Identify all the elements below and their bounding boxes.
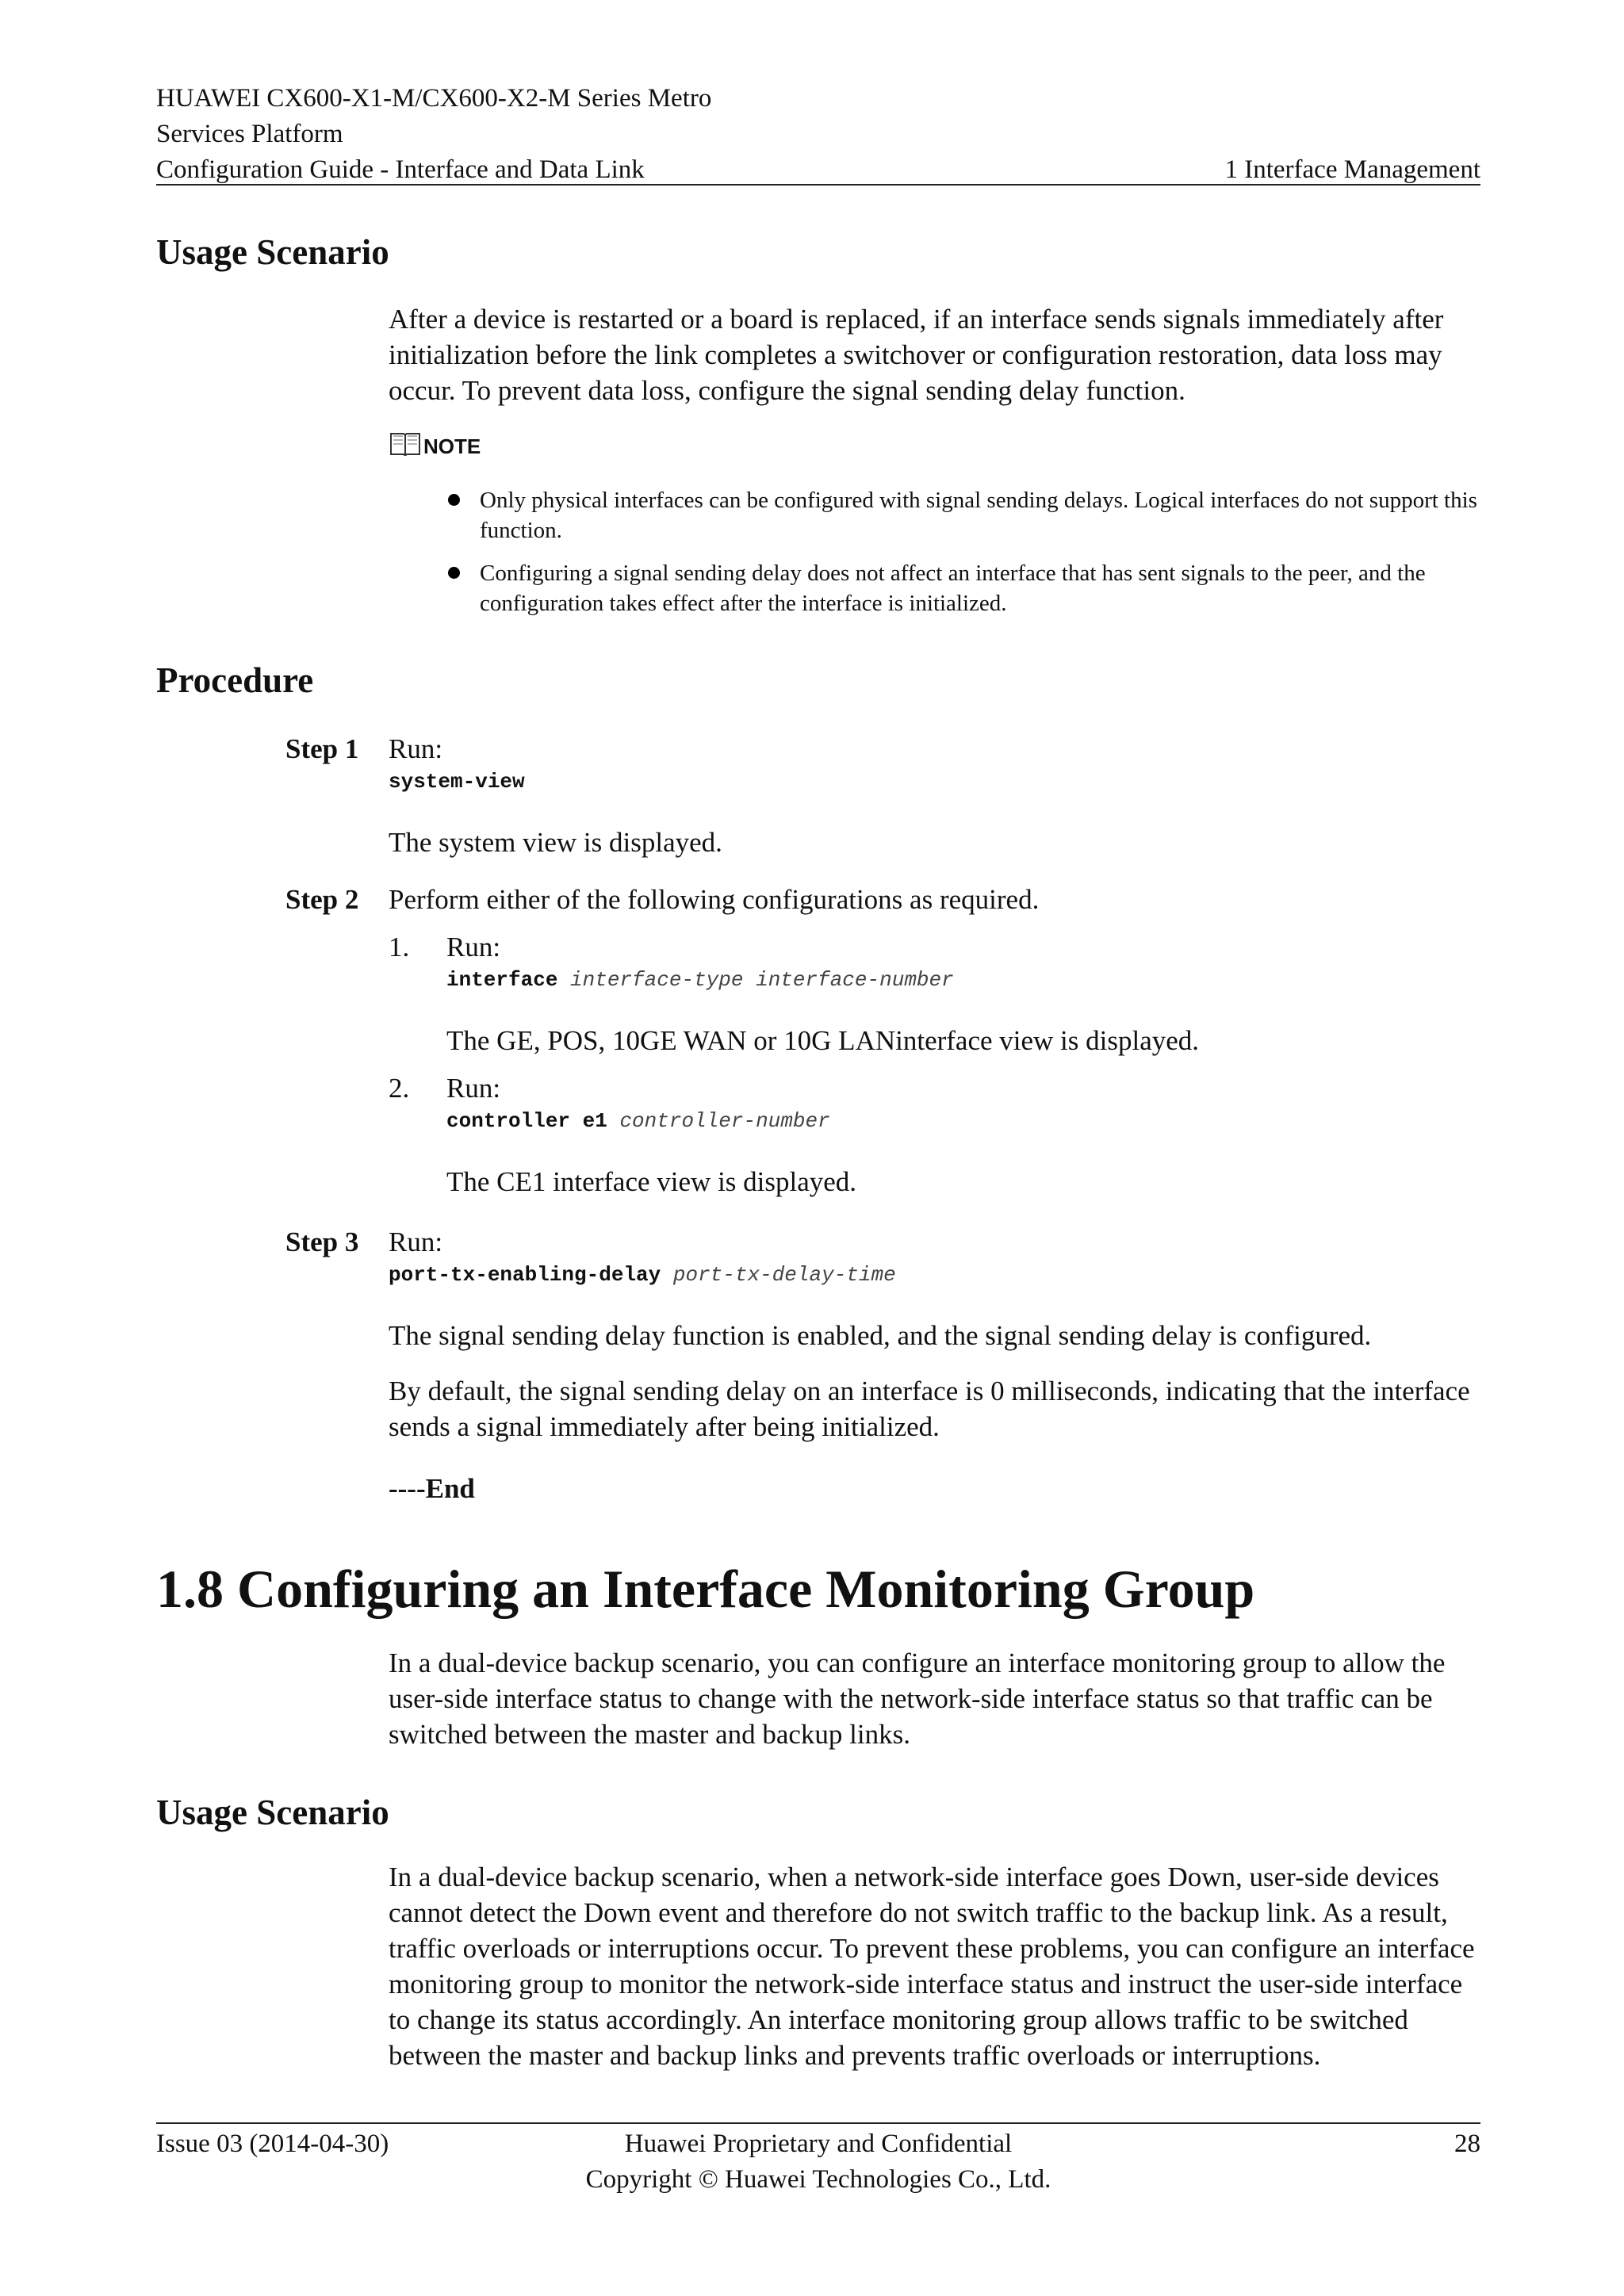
usage-scenario-heading: Usage Scenario bbox=[156, 232, 389, 272]
step1-command: system-view bbox=[389, 770, 525, 794]
step2-item1-number: 1. bbox=[389, 932, 410, 962]
note-label: NOTE bbox=[423, 434, 481, 458]
footer-confidential: Huawei Proprietary and Confidential bbox=[624, 2130, 1013, 2158]
step2-item1-description: The GE, POS, 10GE WAN or 10G LANinterface view is displayed. bbox=[446, 1025, 1200, 1056]
usage-scenario-paragraph-2: In a dual-device backup scenario, when a network-side interface goes Down, user-side devices cannot detect the Down event and therefore do not switch traffic to the backup link. As a result, traffic overloads or interruptions occur. To prevent these problems, you can configure an interface monitoring group to monitor the network-side interface status and instruct the user-side interface to change its status accordingly. An interface monitoring group allows traffic to be switched between the master and backup links and prevents traffic overloads or interruptions. bbox=[389, 1862, 1475, 2071]
step1-run: Run: bbox=[389, 733, 443, 764]
note-bullet-list bbox=[440, 485, 1480, 631]
step2-item2-run: Run: bbox=[446, 1073, 501, 1104]
footer-center bbox=[156, 2126, 1480, 2198]
note-bullet-text: Only physical interfaces can be configured with signal sending delays. Logical interfaces do not support this function. bbox=[480, 488, 1477, 543]
procedure-heading: Procedure bbox=[156, 660, 314, 700]
step2-item1-parameter: interface-type interface-number bbox=[570, 968, 954, 992]
step2-item1-run: Run: bbox=[446, 932, 501, 962]
page-header bbox=[156, 81, 1480, 188]
step3-parameter: port-tx-delay-time bbox=[672, 1263, 896, 1287]
list-item bbox=[440, 485, 1480, 545]
step3-run: Run: bbox=[389, 1226, 443, 1257]
step2-label: Step 2 bbox=[285, 884, 359, 915]
page-number: 28 bbox=[1454, 2130, 1480, 2158]
step1-label: Step 1 bbox=[285, 733, 359, 764]
step2-item1-command: interface bbox=[446, 968, 558, 992]
procedure-end-marker: ----End bbox=[389, 1473, 475, 1504]
footer-issue: Issue 03 (2014-04-30) bbox=[156, 2130, 389, 2158]
book-icon bbox=[389, 430, 422, 464]
step3-label: Step 3 bbox=[285, 1226, 359, 1257]
step1-description: The system view is displayed. bbox=[389, 827, 722, 858]
step2-item2-number: 2. bbox=[389, 1073, 410, 1104]
usage-scenario-text: After a device is restarted or a board is replaced, if an interface sends signals immediately after initialization before the link completes a switchover or configuration restoration, data loss may occur. To prevent data loss, configure the signal sending delay function. bbox=[389, 304, 1444, 406]
header-guide-title: Configuration Guide - Interface and Data Link bbox=[156, 155, 645, 184]
step2-item1 bbox=[446, 929, 1480, 995]
list-item bbox=[440, 558, 1480, 618]
footer-copyright: Copyright © Huawei Technologies Co., Ltd. bbox=[585, 2165, 1051, 2194]
step3-command: port-tx-enabling-delay bbox=[389, 1263, 661, 1287]
usage-scenario-heading-2: Usage Scenario bbox=[156, 1793, 389, 1832]
bullet-dot bbox=[448, 567, 460, 579]
step2-intro: Perform either of the following configurations as required. bbox=[389, 884, 1040, 915]
note-bullet-text: Configuring a signal sending delay does not affect an interface that has sent signals to the peer, and the configuration takes effect after the interface is initialized. bbox=[480, 561, 1426, 616]
step3-content bbox=[389, 1224, 1480, 1290]
footer-divider bbox=[156, 2122, 1480, 2124]
note-callout-label bbox=[389, 430, 481, 464]
header-divider bbox=[156, 184, 1480, 186]
section-heading-1-8: 1.8 Configuring an Interface Monitoring Group bbox=[156, 1559, 1255, 1619]
step2-item2 bbox=[446, 1070, 1480, 1136]
step3-description: The signal sending delay function is enabled, and the signal sending delay is configured. bbox=[389, 1320, 1372, 1351]
bullet-dot bbox=[448, 494, 460, 506]
section-1-8-intro: In a dual-device backup scenario, you can configure an interface monitoring group to allow the user-side interface status to change with the network-side interface status so that traffic can be switched between the master and backup links. bbox=[389, 1647, 1446, 1750]
step2-item2-description: The CE1 interface view is displayed. bbox=[446, 1166, 857, 1197]
step1-content bbox=[389, 731, 1480, 797]
step3-default-note: By default, the signal sending delay on an interface is 0 milliseconds, indicating that the interface sends a signal immediately after being initialized. bbox=[389, 1376, 1470, 1442]
step2-item2-command: controller e1 bbox=[446, 1109, 607, 1133]
step2-item2-parameter: controller-number bbox=[619, 1109, 830, 1133]
usage-scenario-paragraph bbox=[389, 301, 1480, 408]
header-product-line2: Services Platform bbox=[156, 120, 343, 148]
header-chapter-title: 1 Interface Management bbox=[1224, 155, 1480, 184]
header-product-line1: HUAWEI CX600-X1-M/CX600-X2-M Series Metro bbox=[156, 84, 712, 113]
